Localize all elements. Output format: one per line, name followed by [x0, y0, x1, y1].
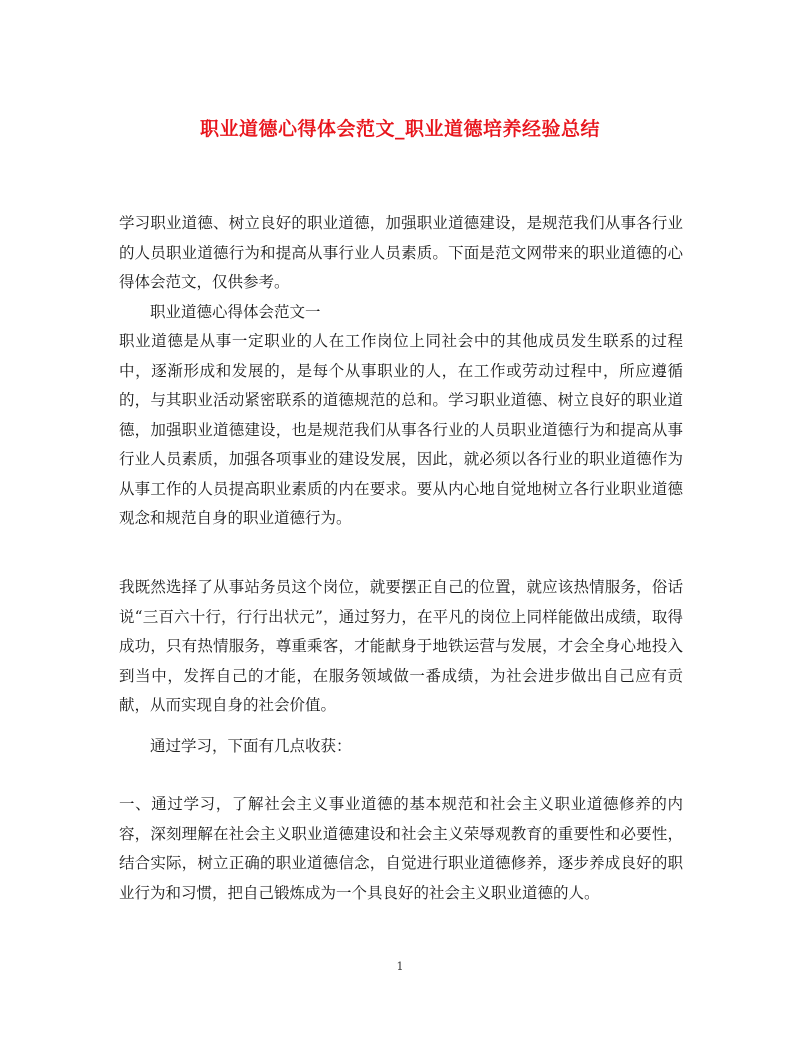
body-paragraph-point-one: 一、通过学习，了解社会主义事业道德的基本规范和社会主义职业道德修养的内容，深刻理解在社会主义职业道德建设和社会主义荣辱观教育的重要性和必要性，结合实际，树立正确的职业道德信念，自觉进行职业道德修养，逐步养成良好的职业行为和习惯，把自己锻炼成为一个具良好的社会主义职业道德的人。: [119, 795, 683, 902]
intro-paragraph: 学习职业道德、树立良好的职业道德，加强职业道德建设，是规范我们从事各行业的人员职业道德行为和提高从事行业人员素质。下面是范文网带来的职业道德的心得体会范文，仅供参考。: [119, 214, 683, 291]
document-title: 职业道德心得体会范文_职业道德培养经验总结: [199, 118, 600, 140]
body-paragraph-definition: 职业道德是从事一定职业的人在工作岗位上同社会中的其他成员发生联系的过程中，逐渐形成和发展的，是每个从事职业的人，在工作或劳动过程中，所应遵循的，与其职业活动紧密联系的道德规范的总和。学习职业道德、树立良好的职业道德，加强职业道德建设，也是规范我们从事各行业的人员职业道德行为和提高从事行业人员素质，加强各项事业的建设发展，因此，就必须以各行业的职业道德作为从事工作的人员提高职业素质的内在要求。要从内心地自觉地树立各行业职业道德观念和规范自身的职业道德行为。: [119, 332, 683, 527]
page-number: 1: [396, 960, 404, 973]
section-heading: 职业道德心得体会范文一: [150, 303, 321, 321]
body-paragraph-station-attendant: 我既然选择了从事站务员这个岗位，就要摆正自己的位置，就应该热情服务，俗话说“三百六十行，行行出状元”，通过努力，在平凡的岗位上同样能做出成绩，取得成功，只有热情服务，尊重乘客，才能献身于地铁运营与发展，才会全身心地投入到当中，发挥自己的才能，在服务领域做一番成绩，为社会进步做出自己应有贡献，从而实现自身的社会价值。: [119, 578, 683, 714]
body-paragraph-gains-intro: 通过学习，下面有几点收获：: [150, 737, 352, 755]
